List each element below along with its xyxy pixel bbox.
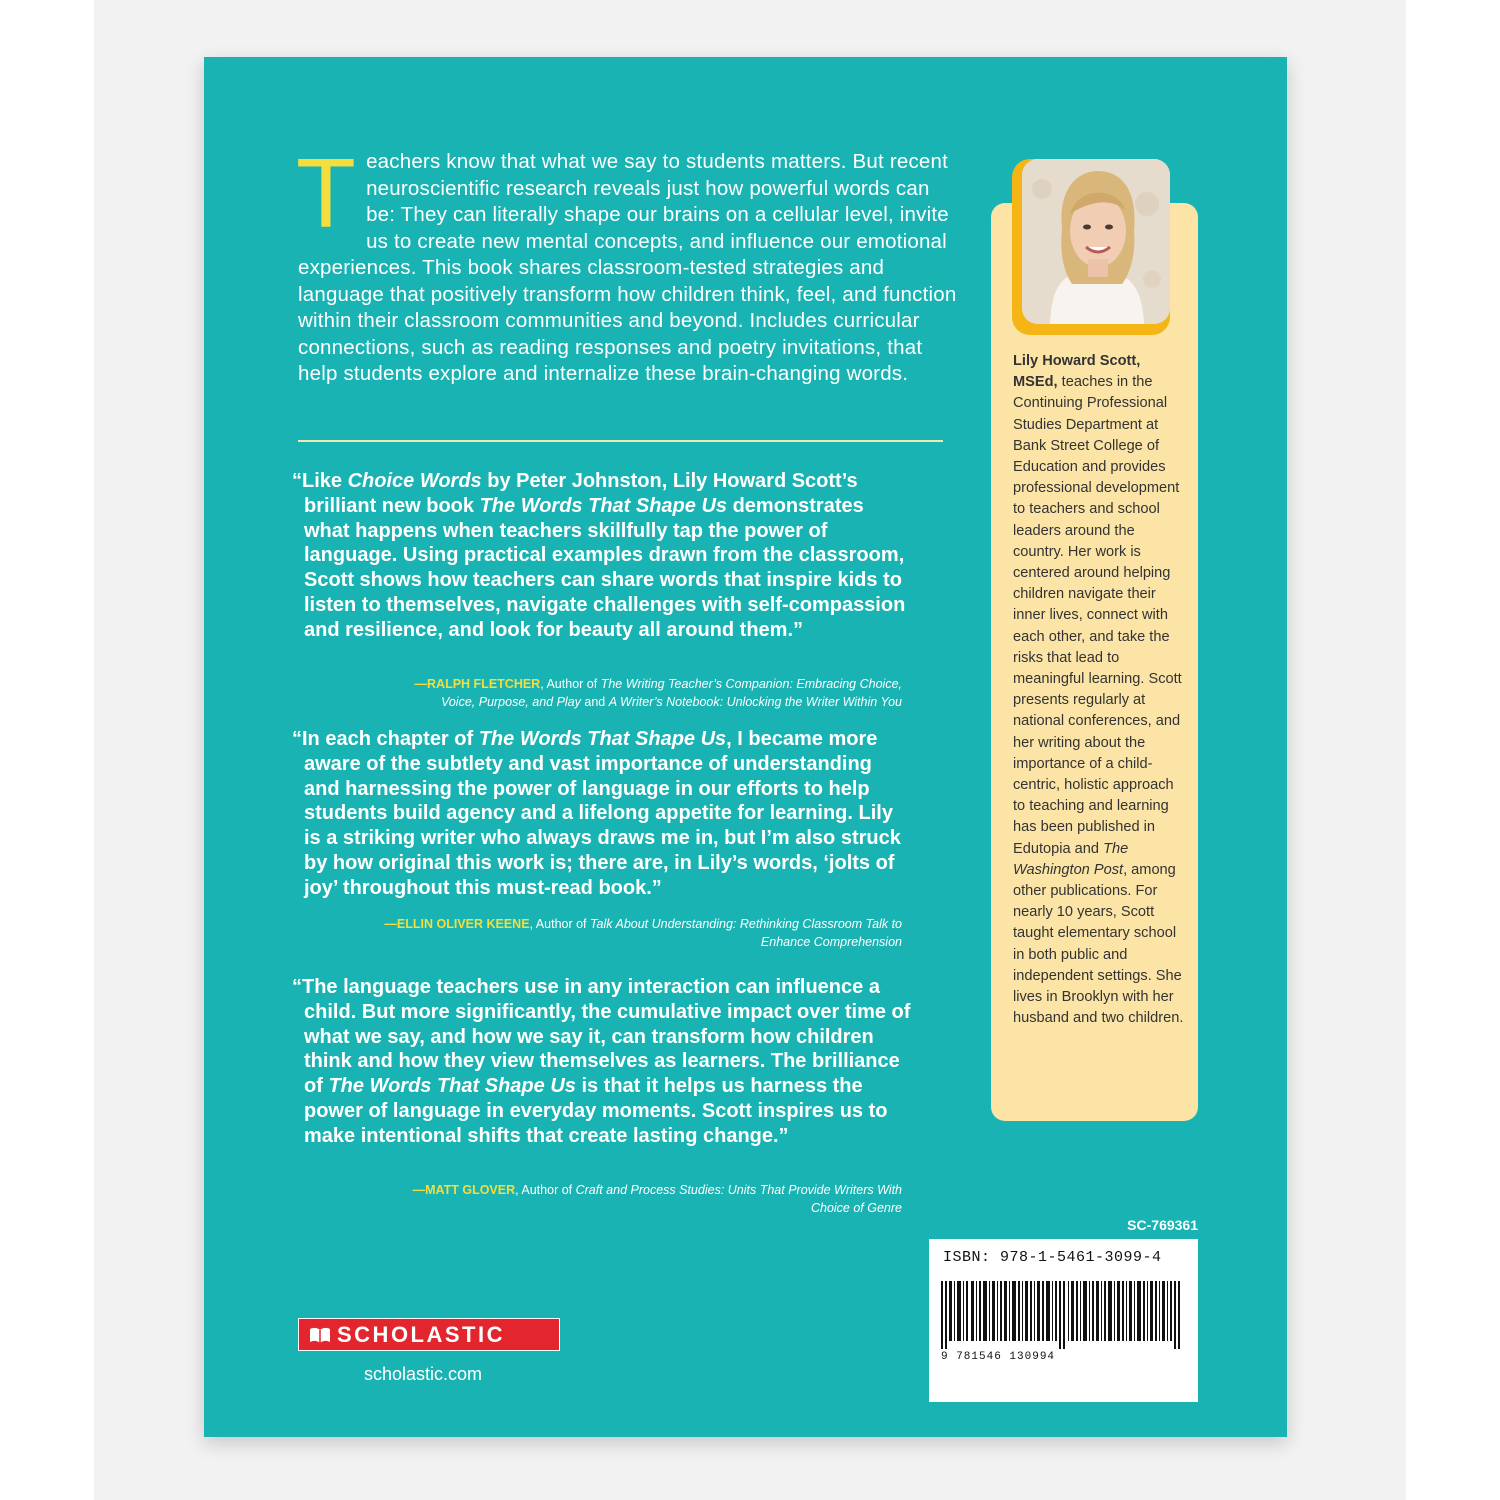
barcode-digits: 9 781546 130994 bbox=[941, 1351, 1056, 1363]
attribution-author: —ELLIN OLIVER KEENE bbox=[384, 917, 530, 931]
author-portrait-icon bbox=[1022, 159, 1170, 324]
endorsement-quote-3: “The language teachers use in any interaction can influence a child. But more significantly, the cumulative impact over time of what we say, and how we say it, can transform how children think and how they view themselves as learners. The brilliance of The Words That Shape Us is that it helps us harness the power of language in everyday moments. Scott inspires us to make intentional shifts that create lasting change.” bbox=[292, 976, 911, 1147]
quote-title: The Words That Shape Us bbox=[478, 728, 727, 750]
quote-text: The language teachers use in any interaction can influence a child. But more significantly, the cumulative impact over time of what we say, and how we say it, can transform how children think and how they view themselves as learners. The brilliance of bbox=[302, 976, 911, 1098]
bio-text: , among other publications. For nearly 10 years, Scott taught elementary school in both public and independent settings. She lives in Brooklyn with her husband and two children. bbox=[1013, 861, 1184, 1027]
quote-text: by Peter Johnston, Lily Howard Scott’s brilliant new book bbox=[304, 470, 858, 517]
quote-text: is that it helps us harness the power of language in everyday moments. Scott inspires us to make intentional shifts that create lasting change.” bbox=[304, 1075, 888, 1147]
open-book-icon bbox=[309, 1327, 331, 1343]
attribution-author: —RALPH FLETCHER bbox=[414, 677, 541, 691]
attribution-work: A Writer’s Notebook: Unlocking the Writer Within You bbox=[608, 695, 902, 709]
quote-title: The Words That Shape Us bbox=[328, 1075, 576, 1098]
isbn-text: ISBN: 978-1-5461-3099-4 bbox=[943, 1249, 1162, 1266]
bio-text: teaches in the Continuing Professional Studies Department at Bank Street College of Education and provides professional development to teachers and school leaders around the country. Her work is centered around helping children navigate their inner lives, connect with each other, and take the risks that lead to meaningful learning. Scott presents regularly at national conferences, and her writing about the importance of a child-centric, holistic approach to teaching and learning has been published in Edutopia and bbox=[1013, 374, 1182, 857]
quote-text: demonstrates what happens when teachers skillfully tap the power of language. Using practical examples drawn from the classroom, Scott shows how teachers can share words that inspire kids to listen to themselves, navigate challenges with self-compassion and resilience, and look for beauty all around them.” bbox=[304, 494, 906, 641]
publisher-website[interactable]: scholastic.com bbox=[364, 1364, 483, 1384]
product-code: SC-769361 bbox=[1127, 1217, 1198, 1233]
quote-title: The Words That Shape Us bbox=[479, 494, 728, 517]
quote-title: Choice Words bbox=[347, 470, 482, 492]
drop-cap: T bbox=[296, 138, 357, 248]
scholastic-logo bbox=[298, 1318, 560, 1351]
endorsement-quote-2: “In each chapter of The Words That Shape Us, I became more aware of the subtlety and vast importance of understanding and harnessing the power of language in our efforts to help students build agency and a lifelong appetite for learning. Lily is a striking writer who always draws me in, but I’m also struck by how original this work is; there are, in Lily’s words, ‘jolts of joy’ throughout this must-read book.” bbox=[292, 728, 901, 899]
quote-attribution-2: —ELLIN OLIVER KEENE, Author of Talk About Understanding: Rethinking Classroom Talk to Enhance Comprehension bbox=[384, 917, 902, 949]
author-photo bbox=[1022, 159, 1170, 324]
quote-text: In each chapter of bbox=[302, 728, 479, 750]
author-bio bbox=[1013, 351, 1185, 1030]
book-back-cover bbox=[204, 57, 1287, 1437]
quote-attribution-3: —MATT GLOVER, Author of Craft and Process Studies: Units That Provide Writers With Choice of Genre bbox=[412, 1183, 902, 1215]
attribution-work: Craft and Process Studies: Units That Provide Writers With Choice of Genre bbox=[575, 1183, 902, 1215]
author-name: Lily Howard Scott, MSEd, bbox=[1013, 353, 1141, 391]
endorsement-quote-1: “Like Choice Words by Peter Johnston, Lily Howard Scott’s brilliant new book The Words That Shape Us demonstrates what happens when teachers skillfully tap the power of language. Using practical examples drawn from the classroom, Scott shows how teachers can share words that inspire kids to listen to themselves, navigate challenges with self-compassion and resilience, and look for beauty all around them.” bbox=[292, 470, 906, 641]
attribution-work: Talk About Understanding: Rethinking Classroom Talk to Enhance Comprehension bbox=[590, 917, 902, 949]
book-description bbox=[296, 138, 958, 388]
attribution-work: The Writing Teacher’s Companion: Embracing Choice, Voice, Purpose, and Play bbox=[440, 677, 902, 709]
logo-text: SCHOLASTIC bbox=[337, 1322, 505, 1347]
quote-attribution-1: —RALPH FLETCHER, Author of The Writing Teacher’s Companion: Embracing Choice, Voice, Purpose, and Play and A Writer’s Notebook: Unlocking the Writer Within You bbox=[414, 677, 902, 709]
barcode-icon bbox=[941, 1281, 1186, 1349]
description-text: eachers know that what we say to students matters. But recent neuroscientific research reveals just how powerful words can be: They can literally shape our brains on a cellular level, invite us to create new mental concepts, and influence our emotional experiences. This book shares classroom-tested strategies and language that positively transform how children think, feel, and function within their classroom communities and beyond. Includes curricular connections, such as reading responses and poetry invitations, that help students explore and internalize these brain-changing words. bbox=[298, 150, 957, 385]
quote-text: Like bbox=[302, 470, 348, 492]
attribution-author: —MATT GLOVER bbox=[412, 1183, 516, 1197]
divider bbox=[298, 440, 943, 442]
barcode-box bbox=[929, 1239, 1198, 1402]
quote-text: , I became more aware of the subtlety and vast importance of understanding and harnessing the power of language in our efforts to help students build agency and a lifelong appetite for learning. Lily is a striking writer who always draws me in, but I’m also struck by how original this work is; there are, in Lily’s words, ‘jolts of joy’ throughout this must-read book.” bbox=[304, 728, 901, 899]
bio-publication: The Washington Post bbox=[1013, 840, 1129, 878]
